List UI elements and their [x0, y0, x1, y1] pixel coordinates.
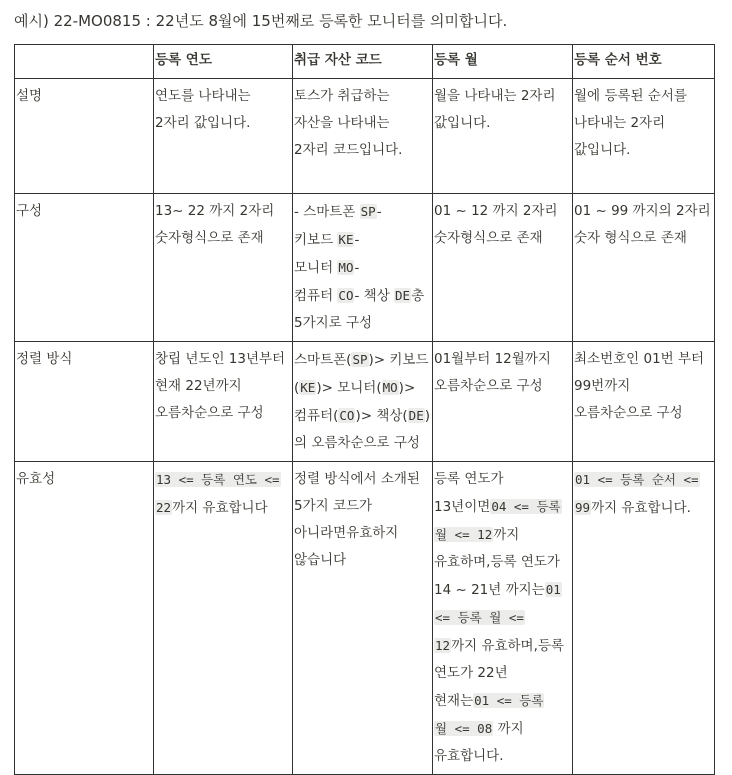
table-header-row: [15, 45, 715, 79]
code-year-range: 13 <= 등록 연도 <=: [156, 472, 280, 487]
cell-line: 숫자형식으로 존재: [155, 230, 264, 246]
code-ke: KE: [300, 380, 316, 395]
code-order-range: 01 <= 등록 순서 <=: [575, 472, 699, 487]
code-co: CO: [339, 408, 355, 423]
cell-line: 13년이면04 <= 등록: [434, 499, 561, 515]
code-month-range: <= 등록 월 <=: [435, 610, 524, 625]
code-sp: SP: [360, 204, 376, 219]
cell-line: 5가지로 구성: [294, 315, 373, 331]
cell-order-description: [573, 79, 715, 194]
code-mo: MO: [382, 380, 398, 395]
code-co: CO: [338, 288, 354, 303]
table-row: [15, 462, 715, 775]
header-registration-order: 등록 순서 번호: [573, 45, 715, 79]
cell-month-sort: [433, 342, 573, 462]
cell-line: 월을 나타내는 2자리: [434, 88, 556, 104]
row-label-sort-method: 정렬 방식: [15, 342, 154, 462]
cell-line: 등록 연도가: [434, 471, 504, 487]
cell-month-composition: [433, 194, 573, 342]
cell-line: 정렬 방식에서 소개된: [294, 471, 420, 487]
cell-line: 의 오름차순으로 구성: [294, 435, 420, 451]
cell-line: 컴퓨터(CO)> 책상(DE): [294, 408, 431, 424]
cell-line: - 스마트폰 SP-: [294, 204, 382, 220]
cell-order-composition: [573, 194, 715, 342]
code-ke: KE: [338, 232, 354, 247]
cell-line: 22까지 유효합니다: [156, 500, 268, 516]
cell-line: 스마트폰(SP)> 키보드: [294, 352, 429, 368]
cell-line: 오름차순으로 구성: [434, 378, 543, 394]
example-caption: 예시) 22-MO0815 : 22년도 8월에 15번째로 등록한 모니터를 의미합니다.: [14, 12, 508, 30]
cell-line: [434, 604, 571, 632]
cell-line: 키보드 KE-: [294, 232, 360, 248]
cell-order-validity: [573, 462, 715, 775]
cell-line: 자산을 나타내는: [294, 115, 390, 131]
row-label-validity: 유효성: [15, 462, 154, 775]
cell-line: 13~ 22 까지 2자리: [155, 203, 275, 219]
code-order-max: 99: [575, 500, 591, 515]
code-sp: SP: [352, 352, 368, 367]
asset-code-table: [14, 44, 715, 775]
cell-line: 월 <= 08 까지: [435, 721, 524, 737]
cell-line: 월 <= 12까지: [435, 527, 520, 543]
cell-line: 아니라면유효하지: [294, 525, 399, 541]
cell-year-description: [154, 79, 293, 194]
code-month-range: 04 <= 등록: [491, 499, 561, 514]
cell-order-sort: [573, 342, 715, 462]
cell-line: 숫자 형식으로 존재: [574, 230, 687, 246]
cell-code-validity: [293, 462, 433, 775]
cell-line: 토스가 취급하는: [294, 88, 390, 104]
cell-month-description: [433, 79, 573, 194]
header-empty: [15, 45, 154, 79]
cell-year-sort: [154, 342, 293, 462]
cell-line: 2자리 값입니다.: [155, 115, 251, 131]
row-label-composition: 구성: [15, 194, 154, 342]
cell-line: 현재 22년까지: [155, 378, 242, 394]
cell-line: 유효하며,등록 연도가: [434, 554, 560, 570]
cell-line: 오름차순으로 구성: [574, 405, 683, 421]
code-month-range: 월 <= 08: [435, 721, 493, 736]
cell-line: (KE)> 모니터(MO)>: [294, 380, 416, 396]
cell-line: 현재는01 <= 등록: [434, 693, 544, 709]
cell-line: 나타내는 2자리: [574, 115, 666, 131]
cell-code-sort: [293, 342, 433, 462]
code-de: DE: [408, 408, 424, 423]
cell-line: 연도를 나타내는: [155, 88, 251, 104]
cell-line: 유효합니다.: [434, 748, 504, 764]
code-month-range: 12: [435, 638, 451, 653]
cell-month-validity: [433, 462, 573, 775]
cell-line: 5가지 코드가: [294, 498, 373, 514]
cell-line: 값입니다.: [574, 142, 631, 158]
header-registration-month: 등록 월: [433, 45, 573, 79]
cell-line: 2자리 코드입니다.: [294, 142, 403, 158]
code-mo: MO: [338, 260, 354, 275]
cell-line: 모니터 MO-: [294, 260, 360, 276]
cell-line: 01월부터 12월까지: [434, 351, 551, 367]
cell-line: 오름차순으로 구성: [155, 405, 264, 421]
cell-line: 연도가 22년: [434, 665, 508, 681]
cell-line: 12까지 유효하며,등록: [435, 638, 564, 654]
header-asset-code: 취급 자산 코드: [293, 45, 433, 79]
cell-line: [574, 466, 713, 494]
cell-line: 14 ~ 21년 까지는01: [434, 582, 561, 598]
cell-line: 않습니다: [294, 552, 347, 568]
cell-line: [155, 466, 291, 494]
cell-line: 최소번호인 01번 부터: [574, 351, 705, 367]
cell-line: 99번까지: [574, 378, 631, 394]
code-de: DE: [395, 288, 411, 303]
cell-line: 창립 년도인 13년부터: [155, 351, 286, 367]
code-month-range: 월 <= 12: [435, 527, 493, 542]
cell-line: 컴퓨터 CO- 책상 DE총: [294, 288, 425, 304]
cell-year-composition: [154, 194, 293, 342]
cell-line: 월에 등록된 순서를: [574, 88, 687, 104]
header-registration-year: 등록 연도: [154, 45, 293, 79]
table-row: [15, 194, 715, 342]
code-year-max: 22: [156, 500, 172, 515]
code-month-range: 01: [545, 582, 561, 597]
cell-line: 01 ~ 12 까지 2자리: [434, 203, 558, 219]
cell-line: 01 ~ 99 까지의 2자리: [574, 203, 711, 219]
table-row: [15, 79, 715, 194]
cell-year-validity: [154, 462, 293, 775]
table-row: [15, 342, 715, 462]
cell-line: 값입니다.: [434, 115, 491, 131]
row-label-description: 설명: [15, 79, 154, 194]
cell-code-composition: [293, 194, 433, 342]
cell-line: 숫자형식으로 존재: [434, 230, 543, 246]
cell-code-description: [293, 79, 433, 194]
code-month-range: 01 <= 등록: [474, 693, 544, 708]
cell-line: 99까지 유효합니다.: [575, 500, 691, 516]
